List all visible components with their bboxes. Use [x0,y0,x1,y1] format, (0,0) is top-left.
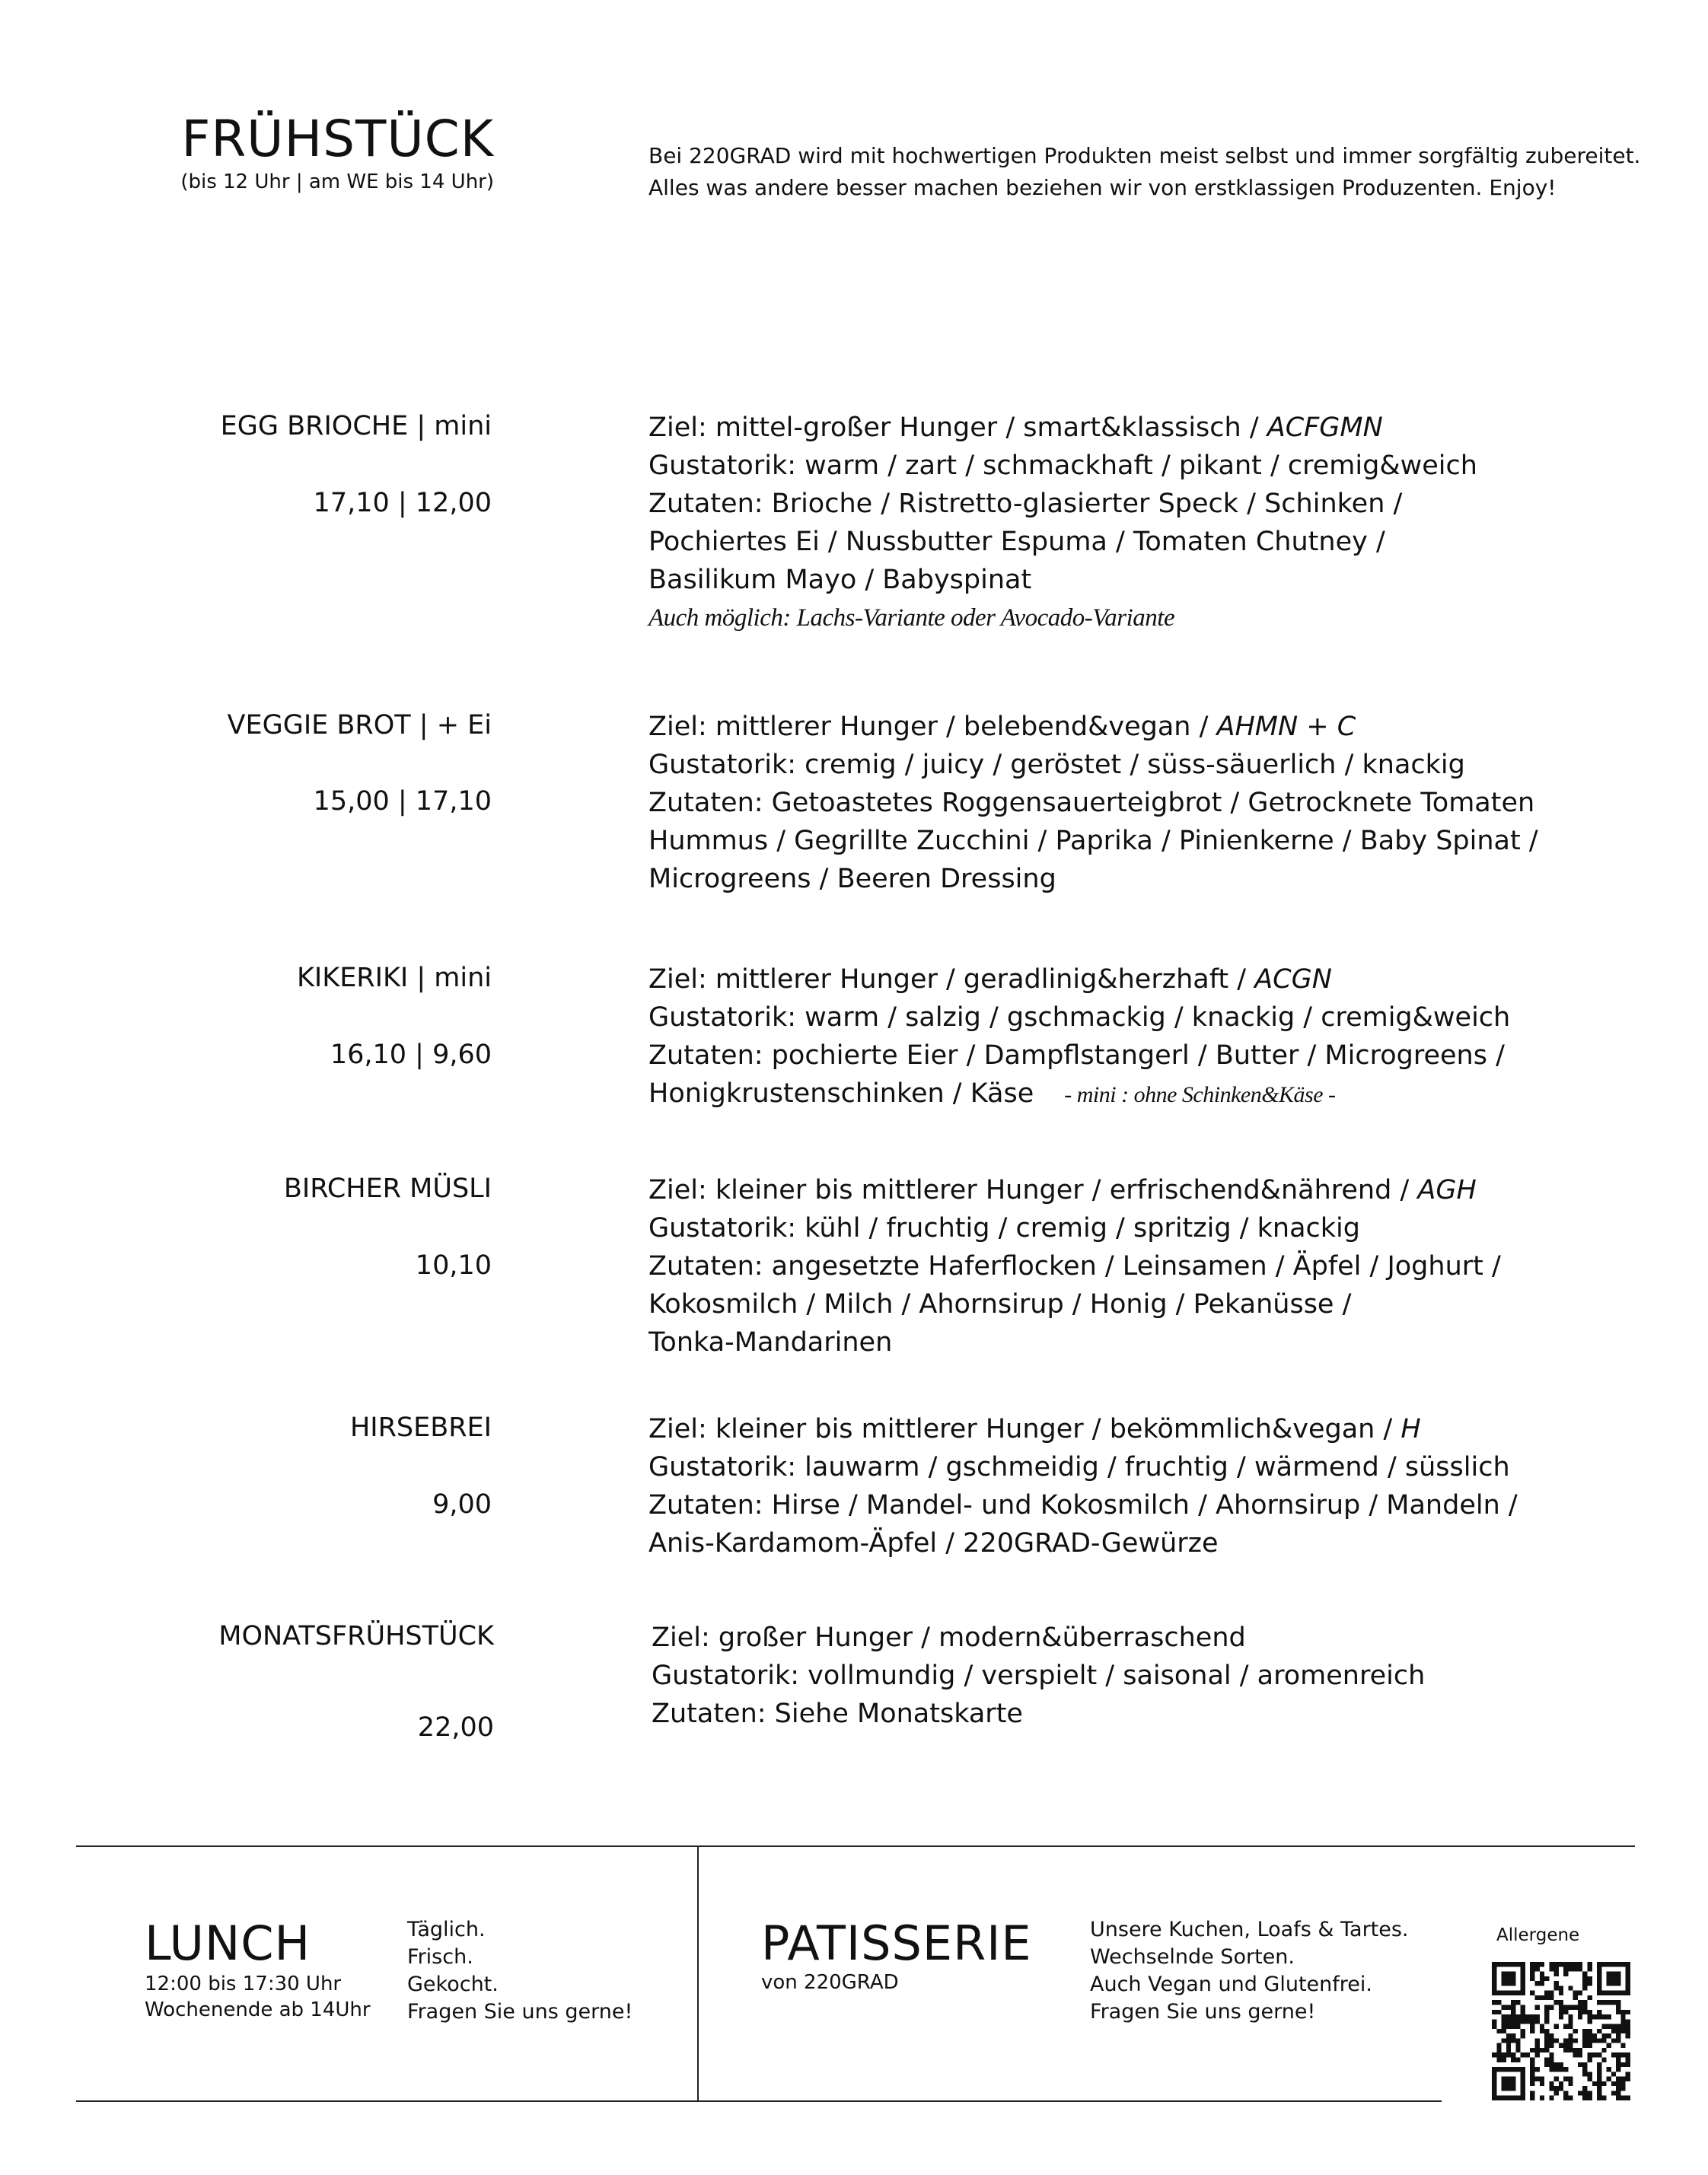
item-line: Zutaten: Getoastetes Roggensauerteigbrot / Getrocknete Tomaten [648,788,1535,818]
allergen-codes: ACGN [1254,964,1332,995]
item-line: Gustatorik: lauwarm / gschmeidig / fruchtig / wärmend / süsslich [648,1452,1510,1482]
item-goal: Ziel: kleiner bis mittlerer Hunger / erfrischend&nährend / [648,1175,1418,1205]
item-desc-hirsebrei [648,1410,1518,1562]
item-mini-note: - mini : ohne Schinken&Käse - [1064,1082,1336,1107]
item-price-egg-brioche: 17,10 | 12,00 [313,488,492,518]
breakfast-hours: (bis 12 Uhr | am WE bis 14 Uhr) [180,170,494,193]
item-goal: Ziel: kleiner bis mittlerer Hunger / bekömmlich&vegan / [648,1414,1401,1444]
intro-text [648,140,1640,204]
item-desc-kikeriki [648,960,1510,1114]
item-line: Gustatorik: warm / salzig / gschmackig / knackig / cremig&weich [648,1002,1511,1033]
qr-code-graphic [1492,1962,1630,2100]
footer-divider-top [76,1845,1635,1847]
item-name-egg-brioche: EGG BRIOCHE | mini [220,411,492,441]
item-name-monatsfruehstueck: MONATSFRÜHSTÜCK [218,1621,494,1651]
item-line: Microgreens / Beeren Dressing [648,864,1056,894]
lunch-line: Gekocht. [407,1973,499,1996]
item-desc-egg-brioche [648,409,1477,637]
lunch-title: LUNCH [145,1915,311,1971]
item-goal: Ziel: großer Hunger / modern&überraschend [652,1622,1246,1653]
allergene-label: Allergene [1496,1925,1580,1945]
item-desc-monatsfruehstueck [652,1619,1425,1733]
item-line: Zutaten: Hirse / Mandel- und Kokosmilch / Ahornsirup / Mandeln / [648,1490,1518,1521]
lunch-hours-weekend: Wochenende ab 14Uhr [145,1998,371,2021]
item-line: Zutaten: Brioche / Ristretto-glasierter Speck / Schinken / [648,489,1403,519]
item-goal: Ziel: mittlerer Hunger / geradlinig&herzhaft / [648,964,1255,995]
item-line: Pochiertes Ei / Nussbutter Espuma / Tomaten Chutney / [648,527,1385,557]
patisserie-title: PATISSERIE [761,1915,1032,1971]
item-price-hirsebrei: 9,00 [432,1489,492,1520]
item-line: Anis-Kardamom-Äpfel / 220GRAD-Gewürze [648,1528,1219,1559]
qr-code-icon[interactable] [1492,1962,1630,2100]
patisserie-line: Auch Vegan und Glutenfrei. [1090,1973,1372,1996]
allergen-codes: H [1400,1414,1421,1444]
item-name-hirsebrei: HIRSEBREI [349,1412,492,1443]
footer-divider-vertical [697,1845,699,2102]
intro-line: Bei 220GRAD wird mit hochwertigen Produkten meist selbst und immer sorgfältig zubereitet. [648,143,1641,168]
allergen-codes: AHMN + C [1216,712,1356,742]
item-line: Zutaten: Siehe Monatskarte [652,1699,1023,1729]
page-title: FRÜHSTÜCK [181,110,494,168]
intro-line: Alles was andere besser machen beziehen wir von erstklassigen Produzenten. Enjoy! [648,175,1557,200]
footer-divider-bottom [76,2100,1442,2102]
item-price-monatsfruehstueck: 22,00 [417,1712,494,1743]
item-goal: Ziel: mittlerer Hunger / belebend&vegan / [648,712,1217,742]
item-price-bircher-muesli: 10,10 [415,1250,492,1281]
item-price-veggie-brot: 15,00 | 17,10 [313,786,492,817]
item-name-bircher-muesli: BIRCHER MÜSLI [283,1173,492,1204]
patisserie-description [1090,1916,1409,2026]
patisserie-line: Wechselnde Sorten. [1090,1945,1295,1969]
item-line: Tonka-Mandarinen [648,1327,893,1358]
item-line: Gustatorik: cremig / juicy / geröstet / süss-säuerlich / knackig [648,750,1465,780]
lunch-line: Täglich. [407,1918,486,1941]
item-line: Zutaten: angesetzte Haferflocken / Leinsamen / Äpfel / Joghurt / [648,1251,1501,1282]
item-name-kikeriki: KIKERIKI | mini [296,963,492,993]
allergen-codes: AGH [1417,1175,1477,1205]
lunch-description [407,1916,633,2026]
patisserie-subtitle: von 220GRAD [761,1971,899,1994]
item-desc-veggie-brot [648,708,1538,898]
item-line: Honigkrustenschinken / Käse [648,1078,1034,1109]
lunch-hours [145,1971,371,2023]
lunch-line: Fragen Sie uns gerne! [407,2000,633,2024]
lunch-hours-weekday: 12:00 bis 17:30 Uhr [145,1973,342,1995]
item-line: Gustatorik: kühl / fruchtig / cremig / spritzig / knackig [648,1213,1360,1244]
item-line: Kokosmilch / Milch / Ahornsirup / Honig / Pekanüsse / [648,1289,1352,1320]
item-goal: Ziel: mittel-großer Hunger / smart&klassisch / [648,412,1267,443]
lunch-line: Frisch. [407,1945,473,1969]
patisserie-line: Fragen Sie uns gerne! [1090,2000,1316,2024]
item-desc-bircher-muesli [648,1171,1501,1361]
item-line: Basilikum Mayo / Babyspinat [648,565,1032,595]
item-price-kikeriki: 16,10 | 9,60 [330,1040,492,1070]
item-line: Hummus / Gegrillte Zucchini / Paprika / Pinienkerne / Baby Spinat / [648,826,1538,856]
patisserie-line: Unsere Kuchen, Loafs & Tartes. [1090,1918,1409,1941]
allergen-codes: ACFGMN [1267,412,1383,443]
item-line: Gustatorik: vollmundig / verspielt / saisonal / aromenreich [652,1661,1426,1691]
item-variant-note: Auch möglich: Lachs-Variante oder Avocado-Variante [648,604,1175,632]
item-name-veggie-brot: VEGGIE BROT | + Ei [227,710,492,740]
item-line: Zutaten: pochierte Eier / Dampflstangerl / Butter / Microgreens / [648,1040,1505,1071]
item-line: Gustatorik: warm / zart / schmackhaft / pikant / cremig&weich [648,451,1477,481]
